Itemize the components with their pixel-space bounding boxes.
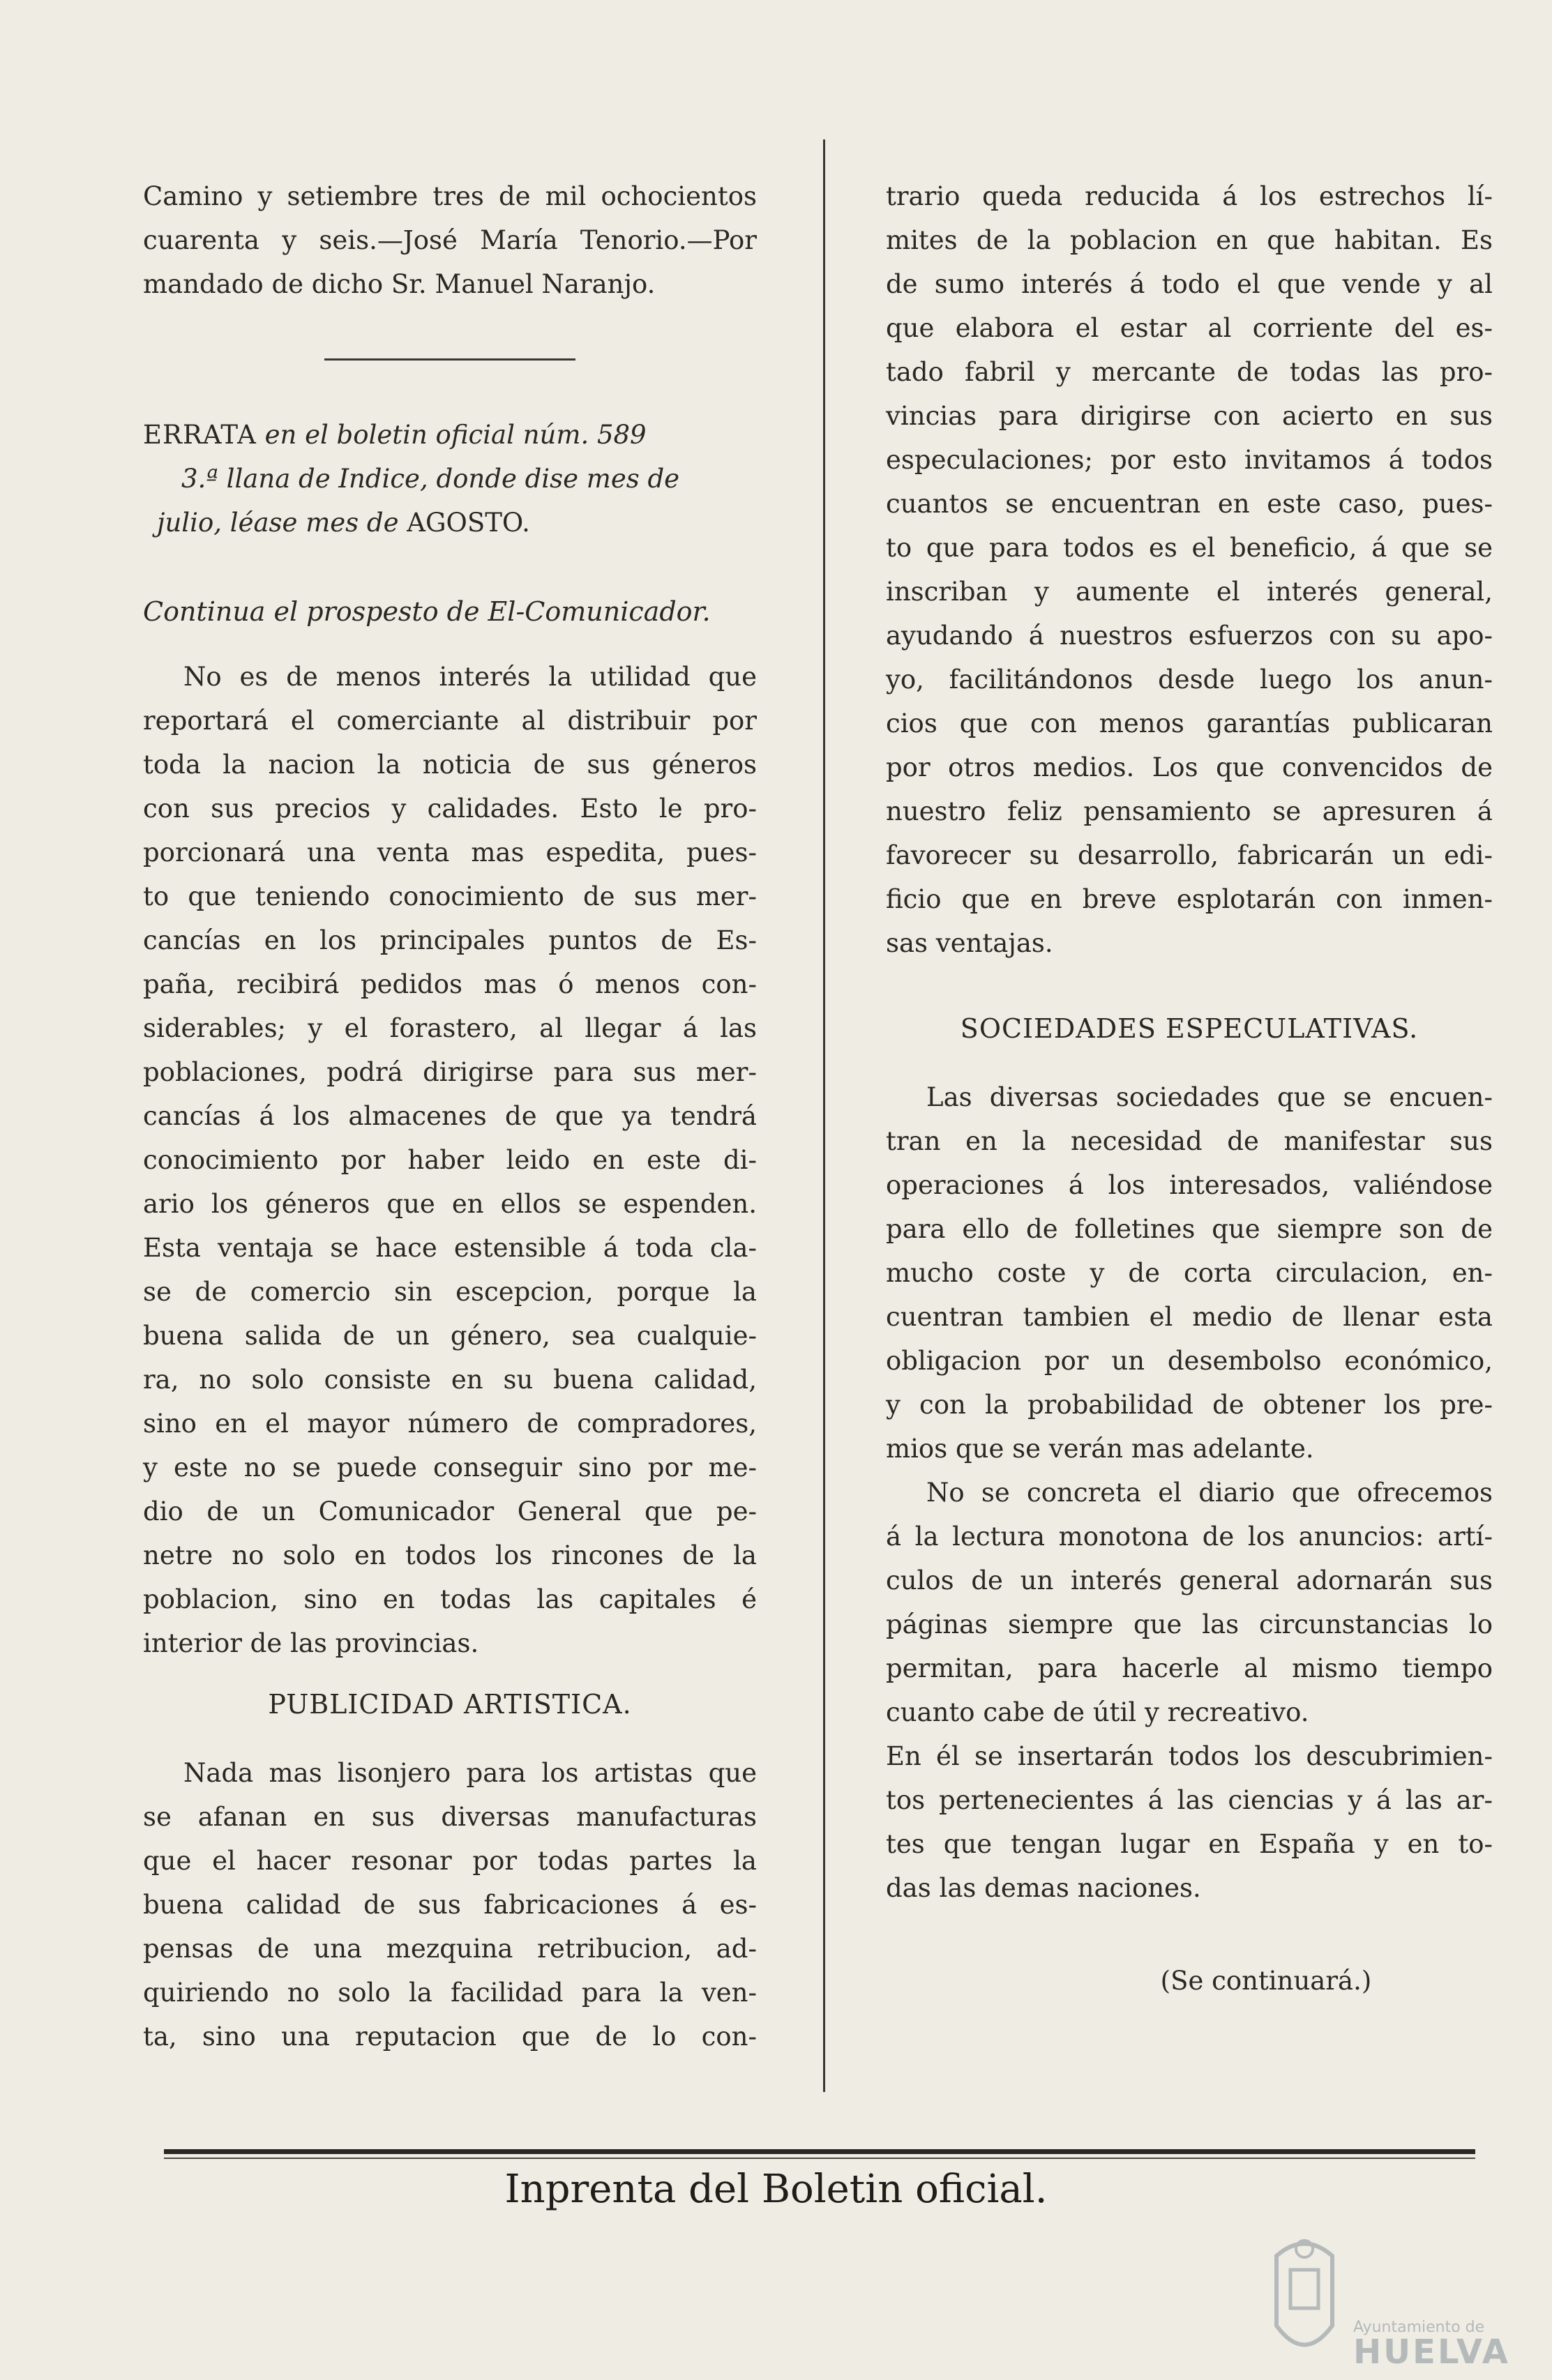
errata-line <box>143 501 757 545</box>
text-line: tran en la necesidad de manifestar sus <box>886 1126 1493 1156</box>
text-line: netre no solo en todos los rincones de la <box>143 1540 757 1570</box>
text-line: tos pertenecientes á las ciencias y á las ar- <box>886 1785 1493 1815</box>
continuation-paragraph <box>886 174 1493 965</box>
watermark-org: Ayuntamiento de <box>1353 2319 1485 2336</box>
artistica-paragraph <box>143 1751 757 2059</box>
text-line: y este no se puede conseguir sino por me- <box>143 1453 757 1483</box>
text-line: favorecer su desarrollo, fabricarán un edi- <box>886 840 1493 870</box>
column-divider <box>823 139 825 2092</box>
continuation-note: (Se continuará.) <box>1160 1966 1372 1996</box>
text-line: ayudando á nuestros esfuerzos con su apo- <box>886 621 1493 651</box>
text-line: buena calidad de sus fabricaciones á es- <box>143 1890 757 1920</box>
text-line: cancías á los almacenes de que ya tendrá <box>143 1101 757 1131</box>
text-line: to que teniendo conocimiento de sus mer- <box>143 881 757 911</box>
heading-sociedades-especulativas: SOCIEDADES ESPECULATIVAS. <box>960 1013 1419 1044</box>
prospect-title: Continua el prospesto de El-Comunicador. <box>143 596 711 627</box>
text-line: mucho coste y de corta circulacion, en- <box>886 1258 1493 1288</box>
text-line: paña, recibirá pedidos mas ó menos con- <box>143 969 757 999</box>
text-line: permitan, para hacerle al mismo tiempo <box>886 1653 1493 1683</box>
text-line: especulaciones; por esto invitamos á todos <box>886 445 1493 475</box>
sociedades-paragraph <box>886 1075 1493 1471</box>
text-line: con sus precios y calidades. Esto le pro- <box>143 794 757 824</box>
text-line: de sumo interés á todo el que vende y al <box>886 269 1493 299</box>
text-line: trario queda reducida á los estrechos lí- <box>886 181 1493 211</box>
text-line: obligacion por un desembolso económico, <box>886 1346 1493 1376</box>
intro-block <box>143 174 757 306</box>
text-line: Camino y setiembre tres de mil ochocientos <box>143 181 757 211</box>
errata-heading: ERRATA <box>143 420 257 450</box>
text-line: Nada mas lisonjero para los artistas que <box>183 1758 757 1788</box>
text-line: nuestro feliz pensamiento se apresuren á <box>886 796 1493 826</box>
text-line: se afanan en sus diversas manufacturas <box>143 1802 757 1832</box>
errata-month: AGOSTO. <box>407 508 530 538</box>
right-column <box>886 174 1493 2029</box>
text-line: páginas siempre que las circunstancias lo <box>886 1609 1493 1639</box>
text-line: inscriban y aumente el interés general, <box>886 577 1493 607</box>
text-line: tes que tengan lugar en España y en to- <box>886 1829 1493 1859</box>
text-line: vincias para dirigirse con acierto en sus <box>886 401 1493 431</box>
coat-of-arms-icon <box>1266 2228 1343 2367</box>
text-line: cios que con menos garantías publicaran <box>886 708 1493 738</box>
text-line: tado fabril y mercante de todas las pro- <box>886 357 1493 387</box>
concreta-paragraph <box>886 1471 1493 1734</box>
text-line: mandado de dicho Sr. Manuel Naranjo. <box>143 269 656 299</box>
text-line: yo, facilitándonos desde luego los anun- <box>886 665 1493 695</box>
text-line: to que para todos es el beneficio, á que se <box>886 533 1493 563</box>
text-line: siderables; y el forastero, al llegar á las <box>143 1013 757 1043</box>
text-line: á la lectura monotona de los anuncios: artí- <box>886 1522 1493 1552</box>
text-line: se de comercio sin escepcion, porque la <box>143 1277 757 1307</box>
text-line: En él se insertarán todos los descubrimien- <box>886 1741 1493 1771</box>
text-line: que elabora el estar al corriente del es- <box>886 313 1493 343</box>
text-line: das las demas naciones. <box>886 1873 1201 1903</box>
huelva-watermark <box>1266 2228 1514 2372</box>
text-line: pensas de una mezquina retribucion, ad- <box>143 1934 757 1964</box>
errata-line <box>143 413 757 457</box>
text-line: ta, sino una reputacion que de lo con- <box>143 2022 757 2052</box>
text-line: cuanto cabe de útil y recreativo. <box>886 1697 1309 1727</box>
text-line: No es de menos interés la utilidad que <box>183 662 757 692</box>
text-line: y con la probabilidad de obtener los pre- <box>886 1390 1493 1420</box>
text-line: buena salida de un género, sea cualquie- <box>143 1321 757 1351</box>
text-line: cancías en los principales puntos de Es- <box>143 925 757 955</box>
text-line: toda la nacion la noticia de sus géneros <box>143 750 757 780</box>
text-line: ario los géneros que en ellos se espenden. <box>143 1189 757 1219</box>
text-line: No se concreta el diario que ofrecemos <box>926 1478 1493 1508</box>
printer-imprint: Inprenta del Boletin oficial. <box>504 2167 1048 2212</box>
text-line: sino en el mayor número de compradores, <box>143 1409 757 1439</box>
insertaran-paragraph <box>886 1734 1493 1910</box>
section-divider <box>324 358 575 361</box>
errata-text: en el boletin oficial núm. 589 <box>264 420 647 450</box>
text-line: Esta ventaja se hace estensible á toda cla- <box>143 1233 757 1263</box>
text-line: sas ventajas. <box>886 928 1053 958</box>
text-line: ra, no solo consiste en su buena calidad, <box>143 1365 757 1395</box>
text-line: porcionará una venta mas espedita, pues- <box>143 837 757 867</box>
text-line: cuarenta y seis.—José María Tenorio.—Por <box>143 225 757 255</box>
text-line: cuantos se encuentran en este caso, pues- <box>886 489 1493 519</box>
text-line: interior de las provincias. <box>143 1628 479 1658</box>
footer-rule <box>164 2149 1475 2154</box>
errata-text: julio, léase mes de <box>157 508 399 538</box>
footer-rule-thin <box>164 2158 1475 2159</box>
text-line: para ello de folletines que siempre son de <box>886 1214 1493 1244</box>
text-line: quiriendo no solo la facilidad para la ven- <box>143 1978 757 2008</box>
heading-publicidad-artistica: PUBLICIDAD ARTISTICA. <box>268 1689 632 1720</box>
left-column <box>143 174 757 2059</box>
watermark-name: HUELVA <box>1353 2333 1510 2372</box>
text-line: poblacion, sino en todas las capitales é <box>143 1584 757 1614</box>
text-line: poblaciones, podrá dirigirse para sus mer- <box>143 1057 757 1087</box>
prospect-paragraph <box>143 655 757 1665</box>
text-line: reportará el comerciante al distribuir por <box>143 706 757 736</box>
errata-block <box>143 413 757 545</box>
text-line: dio de un Comunicador General que pe- <box>143 1496 757 1526</box>
text-line: mites de la poblacion en que habitan. Es <box>886 225 1493 255</box>
text-line: cuentran tambien el medio de llenar esta <box>886 1302 1493 1332</box>
text-line: mios que se verán mas adelante. <box>886 1434 1314 1464</box>
text-line: por otros medios. Los que convencidos de <box>886 752 1493 782</box>
text-line: culos de un interés general adornarán sus <box>886 1566 1493 1595</box>
text-line: que el hacer resonar por todas partes la <box>143 1846 757 1876</box>
text-line: Las diversas sociedades que se encuen- <box>926 1082 1493 1112</box>
errata-line: 3.ª llana de Indice, donde dise mes de <box>181 464 680 494</box>
text-line: ficio que en breve esplotarán con inmen- <box>886 884 1493 914</box>
text-line: conocimiento por haber leido en este di- <box>143 1145 757 1175</box>
text-line: operaciones á los interesados, valiéndose <box>886 1170 1493 1200</box>
